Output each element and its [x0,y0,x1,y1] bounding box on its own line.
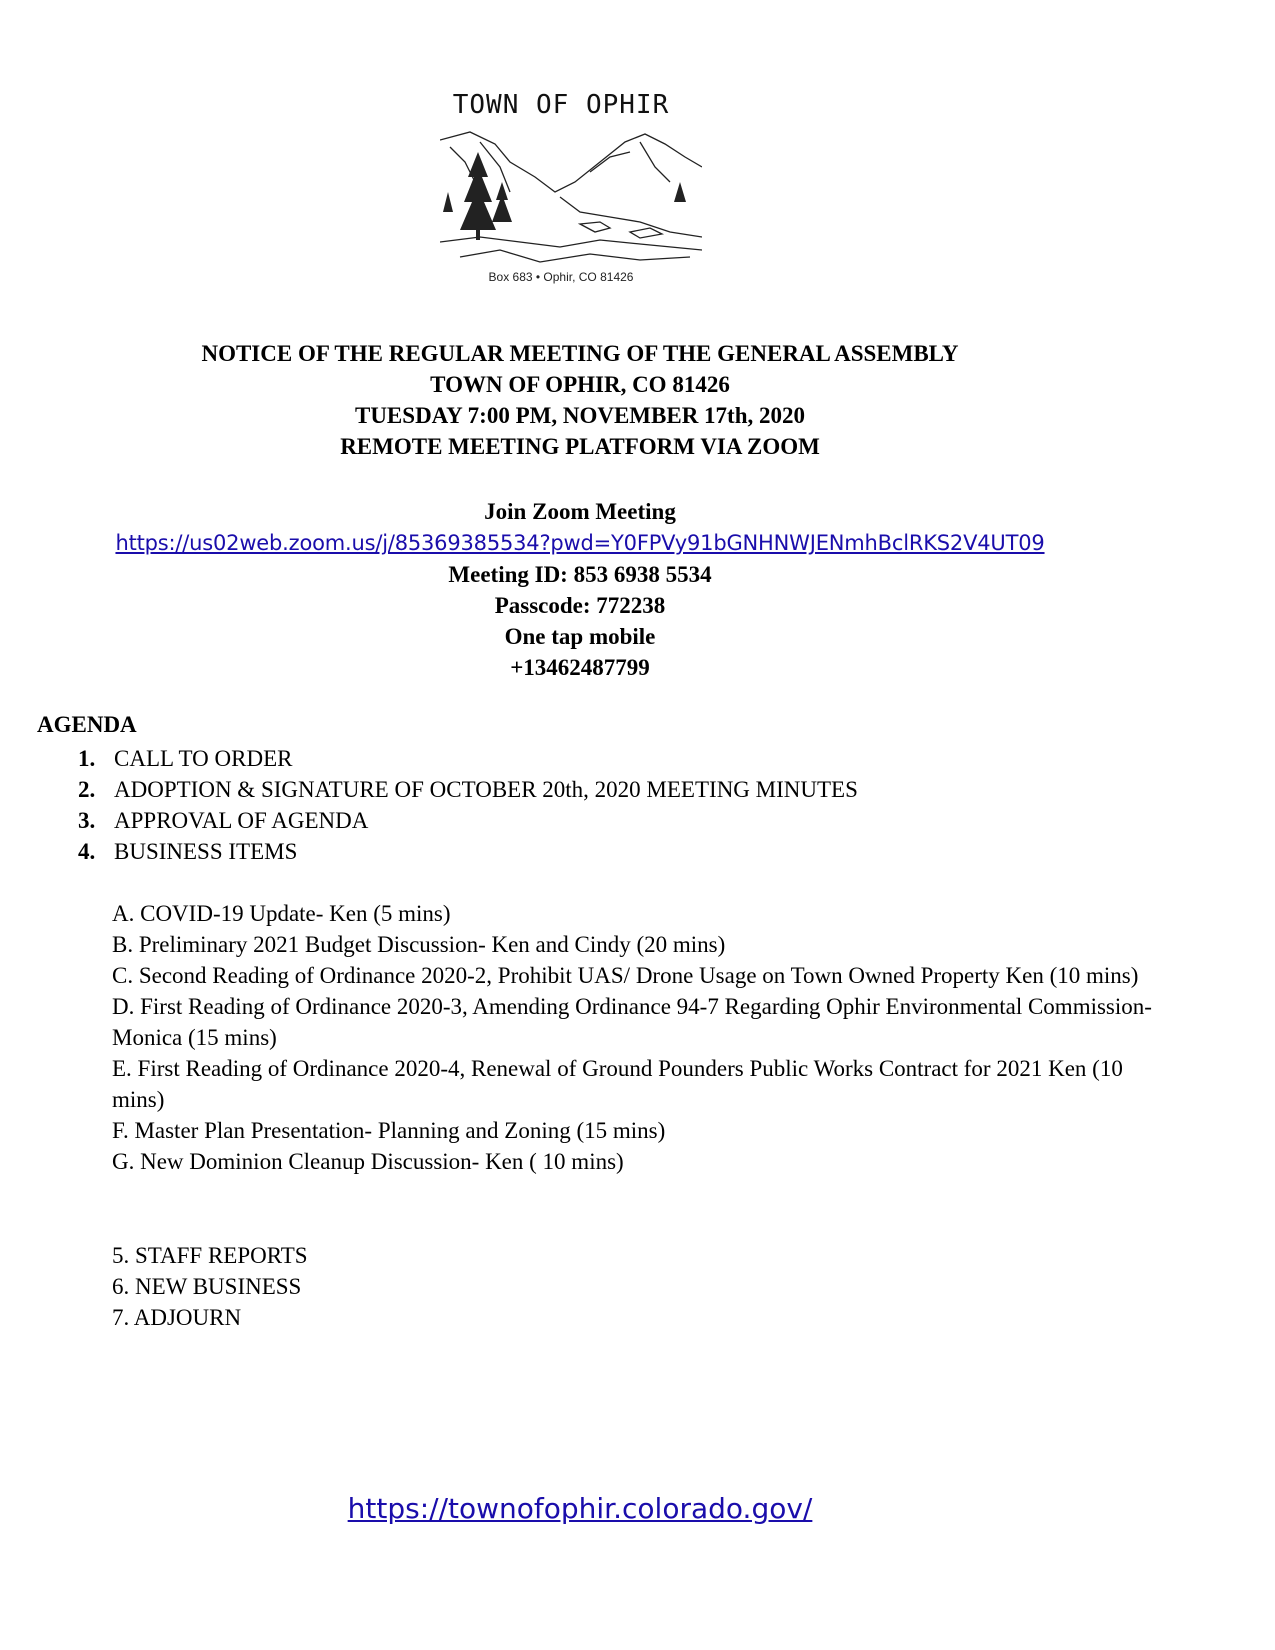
agenda-item-label: CALL TO ORDER [114,746,293,771]
agenda-item [78,836,858,867]
agenda-item-number: 4. [78,839,96,864]
agenda-item [78,743,858,774]
final-agenda-item: 5. STAFF REPORTS [112,1243,308,1268]
business-item: D. First Reading of Ordinance 2020-3, Amending Ordinance 94-7 Regarding Ophir Environmental Commission- Monica (15 mins) [112,994,1152,1050]
zoom-meeting-link[interactable]: https://us02web.zoom.us/j/85369385534?pwd=Y0FPVy91bGNHNWJENmhBclRKS2V4UT09 [115,531,1045,555]
final-agenda-item: 7. ADJOURN [112,1305,242,1330]
notice-platform: REMOTE MEETING PLATFORM VIA ZOOM [340,434,820,459]
agenda-list [78,743,858,867]
logo-address: Box 683 • Ophir, CO 81426 [488,270,634,284]
agenda-item [78,774,858,805]
zoom-join-label: Join Zoom Meeting [484,499,676,524]
business-items-list [112,898,1162,1177]
zoom-details [0,496,1160,683]
agenda-item-number: 3. [78,808,96,833]
notice-town: TOWN OF OPHIR, CO 81426 [430,372,730,397]
business-item: A. COVID-19 Update- Ken (5 mins) [112,901,451,926]
agenda-item-label: APPROVAL OF AGENDA [114,808,369,833]
town-logo [430,84,730,294]
agenda-title: AGENDA [37,712,137,737]
town-website-link[interactable]: https://townofophir.colorado.gov/ [347,1492,813,1525]
final-agenda-item: 6. NEW BUSINESS [112,1274,302,1299]
zoom-passcode: Passcode: 772238 [494,593,666,618]
business-item: G. New Dominion Cleanup Discussion- Ken ( 10 mins) [112,1149,624,1174]
business-item: E. First Reading of Ordinance 2020-4, Renewal of Ground Pounders Public Works Contract for 2021 Ken (10 mins) [112,1056,1123,1112]
mountain-landscape-icon [440,122,702,267]
notice-title: NOTICE OF THE REGULAR MEETING OF THE GENERAL ASSEMBLY [201,341,959,366]
logo-title: TOWN OF OPHIR [452,90,670,120]
notice-datetime: TUESDAY 7:00 PM, NOVEMBER 17th, 2020 [354,403,806,428]
meeting-notice [0,338,1160,462]
agenda-item-number: 2. [78,777,96,802]
footer [0,1492,1160,1525]
business-item: F. Master Plan Presentation- Planning and Zoning (15 mins) [112,1118,666,1143]
zoom-phone: +13462487799 [510,655,650,680]
final-agenda-items [112,1240,308,1333]
agenda-item-label: BUSINESS ITEMS [114,839,298,864]
business-item: B. Preliminary 2021 Budget Discussion- Ken and Cindy (20 mins) [112,932,726,957]
zoom-meeting-id: Meeting ID: 853 6938 5534 [448,562,712,587]
agenda-item-label: ADOPTION & SIGNATURE OF OCTOBER 20th, 2020 MEETING MINUTES [114,777,858,802]
zoom-one-tap-label: One tap mobile [504,624,656,649]
business-item: C. Second Reading of Ordinance 2020-2, Prohibit UAS/ Drone Usage on Town Owned Property Ken (10 mins) [112,963,1139,988]
agenda-item [78,805,858,836]
agenda-item-number: 1. [78,746,96,771]
